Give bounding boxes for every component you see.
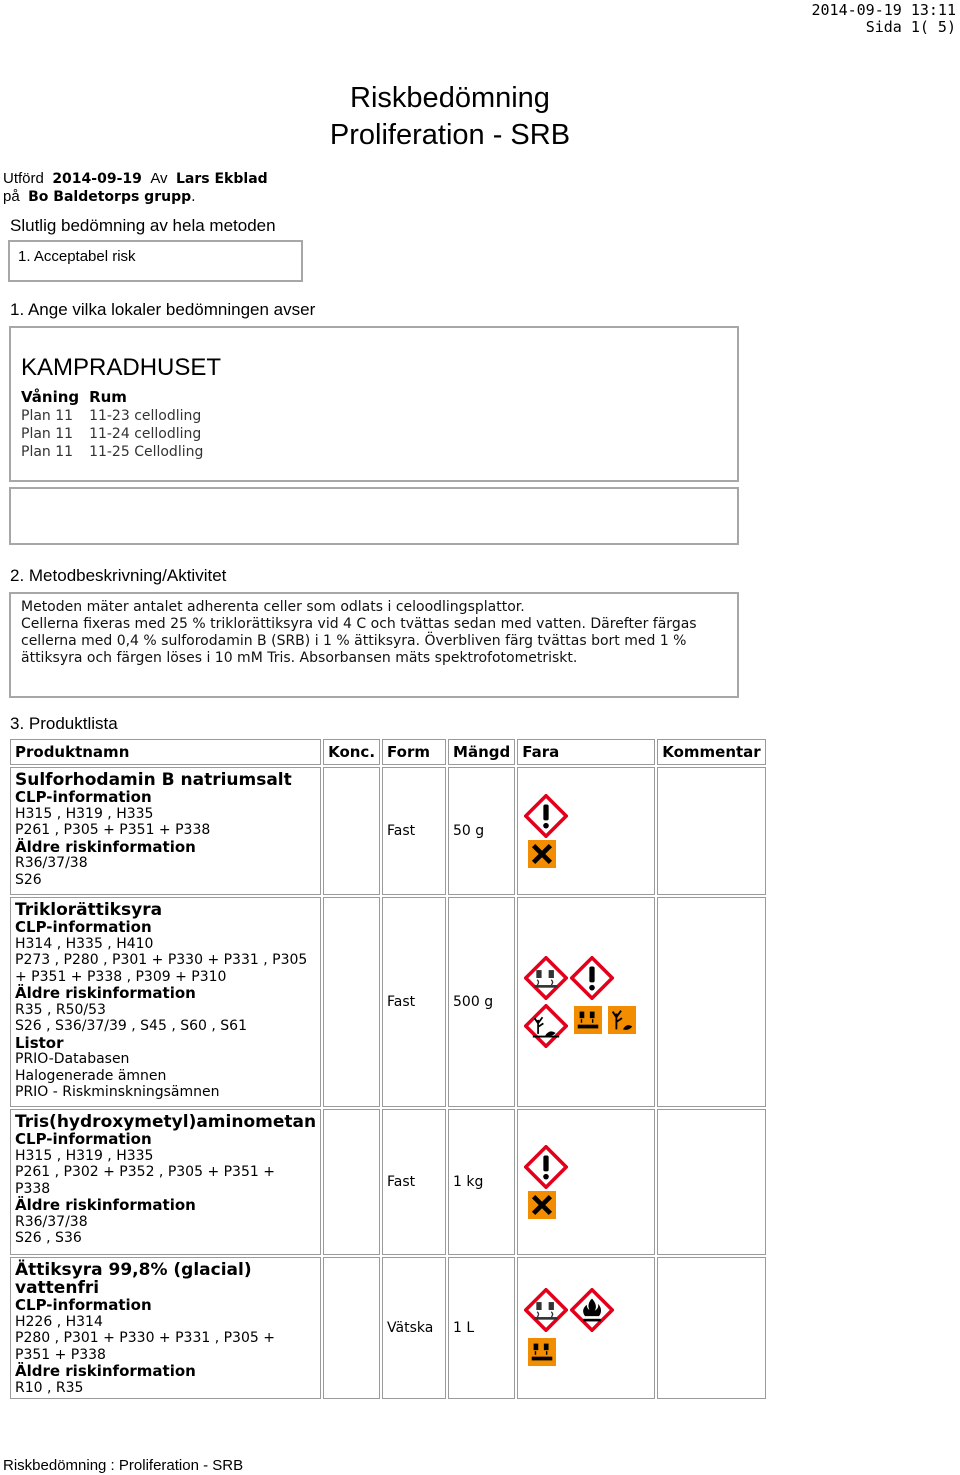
p-statements: P273 , P280 , P301 + P330 + P331 , P305 + P351 + P338 , P309 + P310 bbox=[15, 952, 308, 985]
page-number: Sida 1( 5) bbox=[865, 18, 956, 36]
title-line-2: Proliferation - SRB bbox=[329, 119, 571, 151]
final-assessment-heading: Slutlig bedömning av hela metoden bbox=[10, 216, 276, 235]
old-risk-label: Äldre riskinformation bbox=[15, 984, 196, 1002]
ghs-flame-icon bbox=[570, 1288, 614, 1332]
s-phrases: S26 bbox=[15, 871, 42, 888]
by-label: Av bbox=[150, 170, 168, 187]
h-statements: H315 , H319 , H335 bbox=[15, 805, 154, 822]
page-cutoff bbox=[0, 1400, 960, 1450]
room-cell: 11-25 Cellodling bbox=[89, 444, 204, 460]
empty-box bbox=[9, 487, 739, 545]
p-statements: P261 , P302 + P352 , P305 + P351 + P338 bbox=[15, 1164, 275, 1197]
page-footer: Riskbedömning : Proliferation - SRB bbox=[3, 1457, 244, 1474]
col-form: Form bbox=[382, 739, 446, 765]
comment-cell bbox=[657, 1109, 765, 1255]
xi-irritant-icon bbox=[528, 1191, 556, 1219]
group-name: Bo Baldetorps grupp bbox=[28, 189, 192, 205]
hazard-cell bbox=[517, 1109, 655, 1255]
final-assessment-box bbox=[8, 240, 303, 282]
hazard-cell bbox=[517, 1257, 655, 1399]
col-comment: Kommentar bbox=[657, 739, 765, 765]
product-info-cell bbox=[10, 897, 321, 1107]
section2-heading: 2. Metodbeskrivning/Aktivitet bbox=[10, 566, 227, 585]
clp-label: CLP-information bbox=[15, 1296, 152, 1314]
product-name: Triklorättiksyra bbox=[15, 900, 163, 920]
title-line-1: Riskbedömning bbox=[350, 82, 550, 114]
product-row bbox=[10, 1257, 766, 1399]
lists-label: Listor bbox=[15, 1033, 64, 1052]
product-row bbox=[10, 1109, 766, 1255]
concentration-cell bbox=[323, 1257, 380, 1399]
table-row bbox=[19, 443, 205, 461]
performed-label: Utförd bbox=[3, 170, 44, 187]
page-header bbox=[812, 2, 957, 36]
document-title bbox=[320, 80, 580, 154]
clp-label: CLP-information bbox=[15, 788, 152, 806]
col-hazard: Fara bbox=[517, 739, 655, 765]
amount-cell: 1 L bbox=[448, 1257, 515, 1399]
section1-heading: 1. Ange vilka lokaler bedömningen avser bbox=[10, 300, 316, 319]
concentration-cell bbox=[323, 1109, 380, 1255]
floor-cell: Plan 11 bbox=[21, 408, 74, 424]
ghs-exclamation-icon bbox=[570, 956, 614, 1000]
old-risk-label: Äldre riskinformation bbox=[15, 1196, 196, 1214]
clp-label: CLP-information bbox=[15, 918, 152, 936]
concentration-cell bbox=[323, 897, 380, 1107]
locations-table bbox=[19, 388, 205, 461]
building-name: KAMPRADHUSET bbox=[21, 354, 222, 381]
product-name: Ättiksyra 99,8% (glacial) vattenfri bbox=[15, 1260, 252, 1298]
c-corrosive-icon bbox=[528, 1338, 556, 1366]
p-statements: P280 , P301 + P330 + P331 , P305 + P351 + P338 bbox=[15, 1330, 275, 1363]
product-info-cell bbox=[10, 1257, 321, 1399]
form-cell: Vätska bbox=[382, 1257, 446, 1399]
floor-column-header: Våning bbox=[21, 388, 80, 406]
assessment-date: 2014-09-19 bbox=[52, 171, 142, 187]
floor-cell: Plan 11 bbox=[21, 444, 74, 460]
p-statements: P261 , P305 + P351 + P338 bbox=[15, 822, 211, 838]
amount-cell: 50 g bbox=[448, 767, 515, 895]
ghs-exclamation-icon bbox=[524, 1145, 568, 1189]
hazard-cell bbox=[517, 897, 655, 1107]
ghs-corrosive-icon bbox=[524, 956, 568, 1000]
product-table-header bbox=[10, 739, 766, 765]
form-cell: Fast bbox=[382, 1109, 446, 1255]
room-cell: 11-24 cellodling bbox=[89, 426, 202, 442]
r-phrases: R36/37/38 bbox=[15, 1213, 88, 1230]
s-phrases: S26 , S36/37/39 , S45 , S60 , S61 bbox=[15, 1018, 247, 1034]
table-row bbox=[19, 407, 205, 425]
n-environment-icon bbox=[608, 1006, 636, 1034]
product-table bbox=[8, 737, 768, 1401]
on-label: på bbox=[3, 188, 20, 205]
section3-heading: 3. Produktlista bbox=[10, 714, 118, 733]
method-line: Metoden mäter antalet adherenta celler som odlats i celoodlingsplattor. bbox=[21, 599, 525, 615]
table-row bbox=[19, 425, 205, 443]
col-product-name: Produktnamn bbox=[10, 739, 321, 765]
method-description-box bbox=[9, 592, 739, 698]
product-name: Sulforhodamin B natriumsalt bbox=[15, 770, 292, 790]
r-phrases: R35 , R50/53 bbox=[15, 1001, 106, 1018]
assessor-name: Lars Ekblad bbox=[176, 171, 268, 187]
amount-cell: 1 kg bbox=[448, 1109, 515, 1255]
room-cell: 11-23 cellodling bbox=[89, 408, 202, 424]
old-risk-label: Äldre riskinformation bbox=[15, 837, 196, 856]
clp-label: CLP-information bbox=[15, 1130, 152, 1148]
floor-cell: Plan 11 bbox=[21, 426, 74, 442]
concentration-cell bbox=[323, 767, 380, 895]
h-statements: H315 , H319 , H335 bbox=[15, 1147, 154, 1164]
ghs-exclamation-icon bbox=[524, 794, 568, 838]
h-statements: H226 , H314 bbox=[15, 1313, 103, 1330]
assessment-meta bbox=[3, 170, 303, 206]
product-row bbox=[10, 767, 766, 895]
c-corrosive-icon bbox=[574, 1006, 602, 1034]
room-column-header: Rum bbox=[89, 388, 127, 406]
r-phrases: R36/37/38 bbox=[15, 855, 88, 871]
final-assessment-value: 1. Acceptabel risk bbox=[18, 248, 136, 265]
product-name: Tris(hydroxymetyl)aminometan bbox=[15, 1112, 317, 1132]
product-info-cell bbox=[10, 1109, 321, 1255]
ghs-corrosive-icon bbox=[524, 1288, 568, 1332]
method-line: Cellerna fixeras med 25 % triklorättiksyra vid 4 C och tvättas sedan med vatten. Därefter färgas cellerna med 0,4 % sulforodamin B (SRB) i 1 % ättiksyra. Överbliven färg tvättas bort med 1 % ättiksyra och färgen löses i 10 mM Tris. Absorbansen mäts spektrofotometriskt. bbox=[21, 616, 697, 666]
form-cell: Fast bbox=[382, 897, 446, 1107]
old-risk-label: Äldre riskinformation bbox=[15, 1362, 196, 1380]
amount-cell: 500 g bbox=[448, 897, 515, 1107]
group-suffix: . bbox=[191, 189, 196, 205]
comment-cell bbox=[657, 1257, 765, 1399]
col-amount: Mängd bbox=[448, 739, 515, 765]
list-item: PRIO - Riskminskningsämnen bbox=[15, 1084, 220, 1100]
product-row bbox=[10, 897, 766, 1107]
list-item: PRIO-Databasen bbox=[15, 1051, 130, 1067]
list-item: Halogenerade ämnen bbox=[15, 1067, 167, 1084]
locations-box bbox=[9, 326, 739, 482]
product-info-cell bbox=[10, 767, 321, 895]
r-phrases: R10 , R35 bbox=[15, 1379, 84, 1396]
h-statements: H314 , H335 , H410 bbox=[15, 935, 154, 952]
hazard-cell bbox=[517, 767, 655, 895]
col-concentration: Konc. bbox=[323, 739, 380, 765]
form-cell: Fast bbox=[382, 767, 446, 895]
xi-irritant-icon bbox=[528, 840, 556, 868]
s-phrases: S26 , S36 bbox=[15, 1230, 82, 1246]
comment-cell bbox=[657, 897, 765, 1107]
print-datetime: 2014-09-19 13:11 bbox=[811, 1, 956, 19]
comment-cell bbox=[657, 767, 765, 895]
ghs-environment-icon bbox=[524, 1004, 568, 1048]
